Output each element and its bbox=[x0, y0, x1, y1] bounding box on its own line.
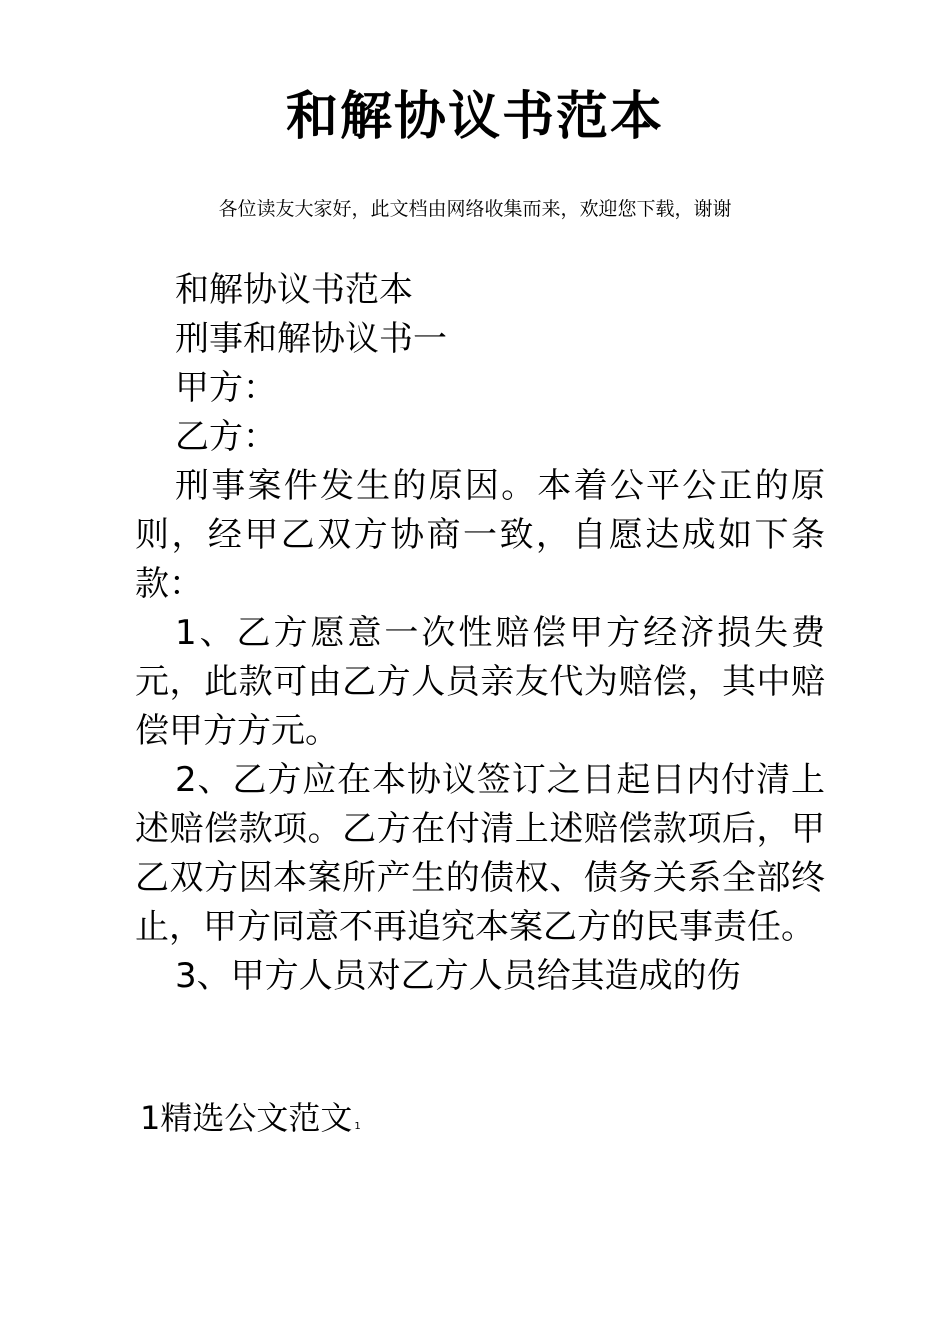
page-number: 1 bbox=[354, 1121, 361, 1132]
footer-label: 1精选公文范文 bbox=[140, 1099, 353, 1137]
body-paragraph: 和解协议书范本 bbox=[175, 270, 413, 310]
body-paragraph: 甲方： bbox=[175, 368, 277, 408]
body-paragraph: 2、乙方应在本协议签订之日起日内付清上述赔偿款项。乙方在付清上述赔偿款项后，甲乙双方因本案所产生的债权、债务关系全部终止，甲方同意不再追究本案乙方的民事责任。 bbox=[135, 760, 825, 947]
document-body bbox=[135, 266, 825, 1001]
body-paragraph: 1、乙方愿意一次性赔偿甲方经济损失费元，此款可由乙方人员亲友代为赔偿，其中赔偿甲方方元。 bbox=[135, 613, 825, 751]
download-notice: 各位读友大家好，此文档由网络收集而来，欢迎您下载，谢谢 bbox=[218, 198, 732, 220]
page-footer bbox=[140, 1098, 361, 1147]
body-paragraph: 3、甲方人员对乙方人员给其造成的伤 bbox=[175, 956, 741, 996]
body-paragraph: 刑事案件发生的原因。本着公平公正的原则，经甲乙双方协商一致，自愿达成如下条款： bbox=[135, 466, 825, 604]
body-paragraph: 乙方： bbox=[175, 417, 277, 457]
document-title: 和解协议书范本 bbox=[285, 87, 664, 147]
body-paragraph: 刑事和解协议书一 bbox=[175, 319, 447, 359]
